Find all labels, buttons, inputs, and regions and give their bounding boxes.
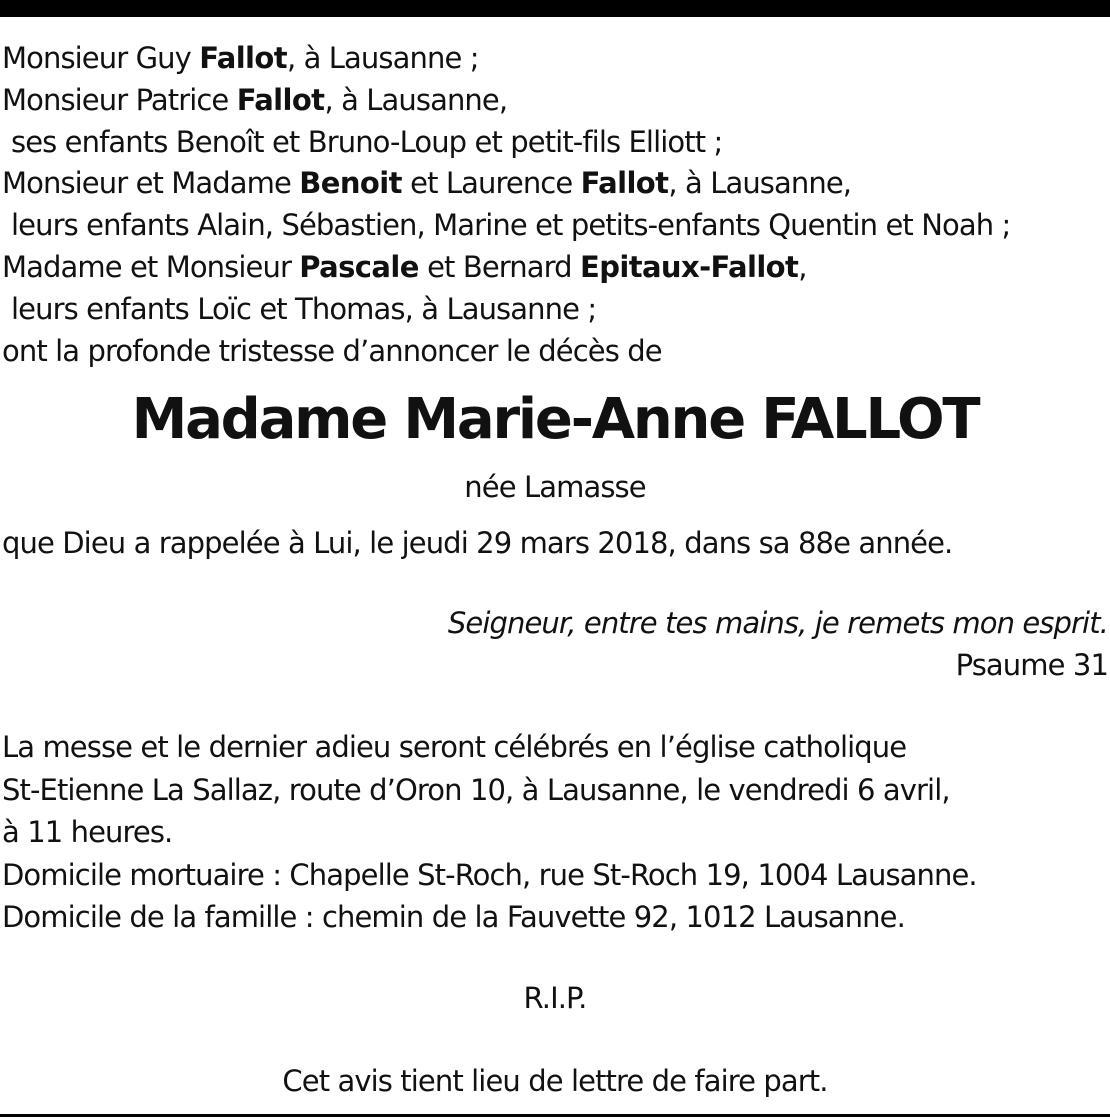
family-line-2-place: , à Lausanne, bbox=[324, 82, 508, 117]
details-line-2: St-Etienne La Sallaz, route d’Oron 10, à Lausanne, le vendredi 6 avril, bbox=[2, 772, 950, 807]
details-line-3: à 11 heures. bbox=[2, 815, 173, 850]
family-line-4-text-2: et Laurence bbox=[401, 166, 581, 201]
family-line-6 bbox=[2, 247, 1010, 289]
closing-note: Cet avis tient lieu de lettre de faire part. bbox=[282, 1064, 828, 1098]
maiden-name: née Lamasse bbox=[464, 470, 646, 504]
bottom-border-rule bbox=[0, 1114, 1110, 1117]
family-line-2 bbox=[2, 80, 1010, 122]
family-line-6-firstname: Pascale bbox=[299, 249, 419, 284]
family-line-1 bbox=[2, 38, 1010, 80]
details-line-4: Domicile mortuaire : Chapelle St-Roch, rue St-Roch 19, 1004 Lausanne. bbox=[2, 857, 977, 892]
family-line-4-firstname: Benoit bbox=[299, 166, 402, 201]
family-line-6-surname: Epitaux-Fallot bbox=[579, 249, 799, 284]
family-line-7: leurs enfants Loïc et Thomas, à Lausanne ; bbox=[11, 291, 597, 326]
family-line-2-surname: Fallot bbox=[236, 82, 325, 117]
family-line-6-text-2: et Bernard bbox=[418, 249, 580, 284]
details-line-5: Domicile de la famille : chemin de la Fauvette 92, 1012 Lausanne. bbox=[2, 900, 905, 935]
ceremony-details bbox=[2, 726, 977, 939]
rip-text: R.I.P. bbox=[523, 981, 587, 1015]
family-line-2-text: Monsieur Patrice bbox=[2, 82, 237, 117]
details-line-1: La messe et le dernier adieu seront célébrés en l’église catholique bbox=[2, 730, 907, 764]
family-line-6-punct: , bbox=[798, 249, 807, 284]
deceased-name: Madame Marie-Anne FALLOT bbox=[131, 387, 979, 452]
family-line-5: leurs enfants Alain, Sébastien, Marine et petits-enfants Quentin et Noah ; bbox=[11, 208, 1011, 243]
death-notice: que Dieu a rappelée à Lui, le jeudi 29 mars 2018, dans sa 88e année. bbox=[2, 526, 953, 560]
top-border-rule bbox=[0, 0, 1110, 17]
family-line-6-text: Madame et Monsieur bbox=[2, 249, 300, 284]
bible-verse: Seigneur, entre tes mains, je remets mon esprit. bbox=[447, 606, 1108, 640]
family-line-4 bbox=[2, 163, 1010, 205]
family-line-8: ont la profonde tristesse d’annoncer le décès de bbox=[2, 333, 662, 368]
family-line-4-surname: Fallot bbox=[580, 166, 669, 201]
family-line-1-text: Monsieur Guy bbox=[2, 41, 200, 75]
family-line-4-place: , à Lausanne, bbox=[668, 166, 852, 201]
verse-source: Psaume 31 bbox=[955, 648, 1108, 682]
family-line-1-place: , à Lausanne ; bbox=[286, 41, 479, 75]
family-line-3: ses enfants Benoît et Bruno-Loup et petit-fils Elliott ; bbox=[11, 124, 723, 159]
family-line-4-text: Monsieur et Madame bbox=[2, 166, 300, 201]
family-line-1-surname: Fallot bbox=[199, 41, 287, 75]
family-announcement bbox=[2, 38, 1010, 372]
